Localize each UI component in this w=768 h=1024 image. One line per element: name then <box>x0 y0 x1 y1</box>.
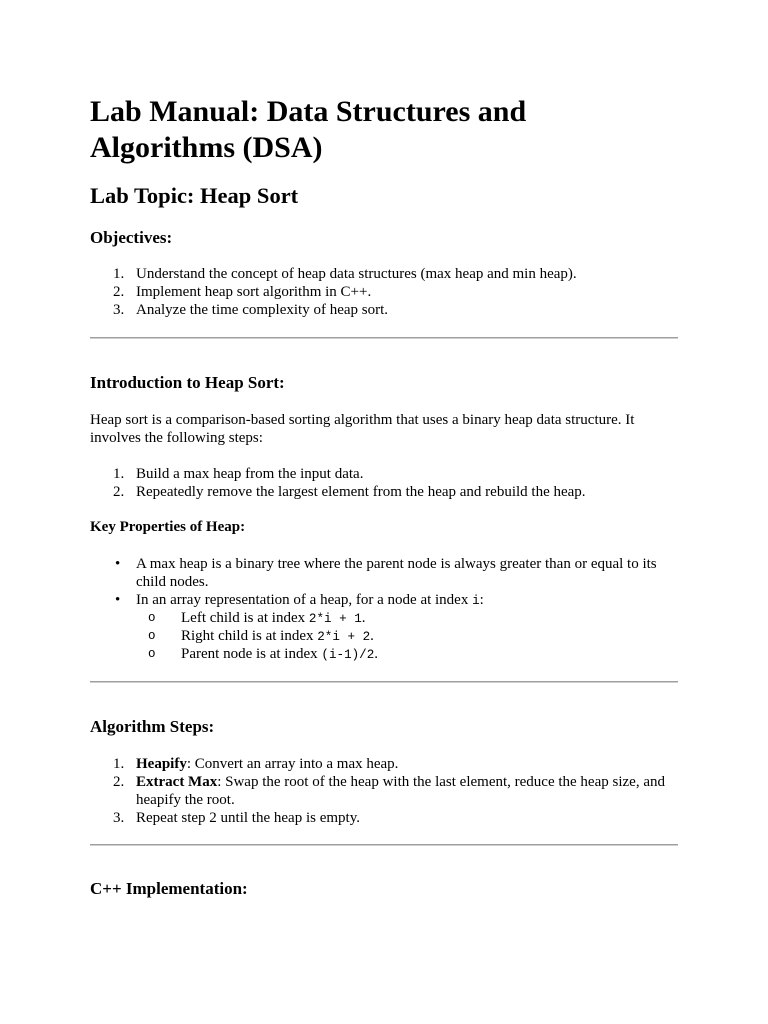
introduction-step-item: Build a max heap from the input data. <box>136 466 364 482</box>
array-index-item <box>181 627 678 645</box>
key-property-text: In an array representation of a heap, for a node at index <box>136 592 473 608</box>
cpp-implementation-heading: C++ Implementation: <box>90 879 248 898</box>
algorithm-step-text: : Convert an array into a max heap. <box>186 756 399 772</box>
objective-item: Implement heap sort algorithm in C++. <box>136 284 372 300</box>
document-body <box>90 0 678 899</box>
key-property-suffix: : <box>479 592 484 608</box>
algorithm-step-item <box>136 809 678 827</box>
algorithm-step-item <box>136 755 678 773</box>
array-index-item <box>181 609 678 627</box>
objectives-heading: Objectives: <box>90 228 173 247</box>
index-variable-code: i <box>472 594 480 608</box>
section-divider <box>90 844 678 846</box>
algorithm-step-text: : Swap the root of the heap with the last element, reduce the heap size, and heapify the root. <box>136 774 665 808</box>
document-title: Lab Manual: Data Structures and Algorithms (DSA) <box>90 95 527 164</box>
algorithm-step-item <box>136 773 678 809</box>
index-formula-code: (i-1)/2 <box>321 648 375 662</box>
key-property-item: • A max heap is a binary tree where the parent node is always greater than or equal to its child nodes. <box>136 555 678 591</box>
introduction-heading: Introduction to Heap Sort: <box>90 373 285 392</box>
algorithm-step-text: Repeat step 2 until the heap is empty. <box>136 810 360 826</box>
index-formula-code: 2*i + 1 <box>308 612 362 626</box>
introduction-paragraph: Heap sort is a comparison-based sorting algorithm that uses a binary heap data structure. It involves the following steps: <box>90 412 635 446</box>
key-properties-list <box>90 555 678 663</box>
algorithm-step-term: Extract Max <box>136 774 218 790</box>
algorithm-steps-list <box>90 755 678 827</box>
key-property-item <box>136 591 678 663</box>
array-index-suffix: . <box>370 628 374 644</box>
array-index-text: Left child is at index <box>181 610 309 626</box>
objectives-list <box>90 265 678 319</box>
algorithm-steps-heading: Algorithm Steps: <box>90 717 215 736</box>
array-index-text: Parent node is at index <box>181 646 322 662</box>
array-index-item <box>181 645 678 663</box>
array-index-text: Right child is at index <box>181 628 318 644</box>
introduction-step-item: Repeatedly remove the largest element from the heap and rebuild the heap. <box>136 484 586 500</box>
array-index-suffix: . <box>361 610 366 626</box>
lab-topic-heading: Lab Topic: Heap Sort <box>90 183 299 208</box>
algorithm-step-term: Heapify <box>136 756 187 772</box>
objective-item: Understand the concept of heap data structures (max heap and min heap). <box>136 266 577 282</box>
section-divider <box>90 681 678 683</box>
array-index-sublist <box>136 609 678 663</box>
array-index-suffix: . <box>374 646 379 662</box>
key-properties-heading: Key Properties of Heap: <box>90 519 246 535</box>
objective-item: Analyze the time complexity of heap sort. <box>136 302 389 318</box>
introduction-steps-list <box>90 465 678 501</box>
section-divider <box>90 337 678 339</box>
index-formula-code: 2*i + 2 <box>317 630 371 644</box>
